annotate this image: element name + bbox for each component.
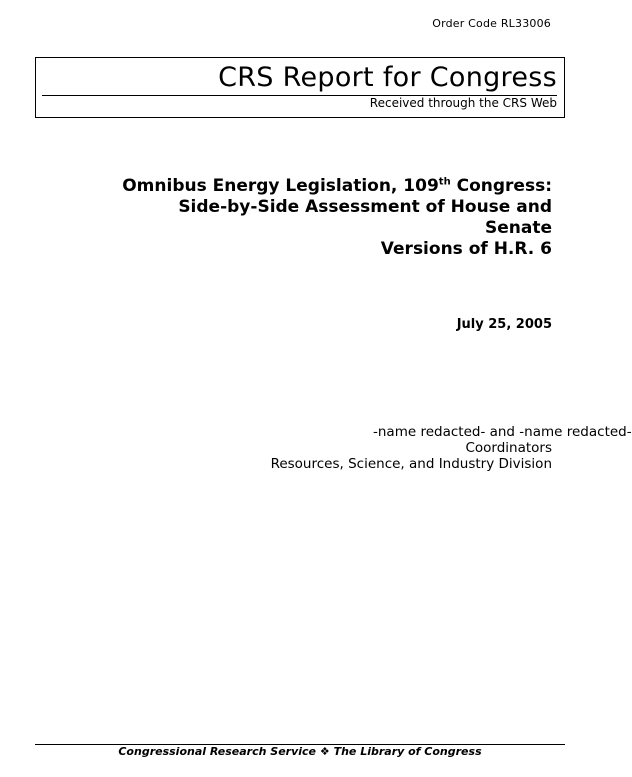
document-title xyxy=(112,176,552,260)
document-title-line2: Side-by-Side Assessment of House and Senate xyxy=(178,197,552,238)
footer-right: The Library of Congress xyxy=(333,745,482,758)
order-code: Order Code RL33006 xyxy=(432,17,551,30)
footer-left: Congressional Research Service xyxy=(118,745,317,758)
report-header-box xyxy=(35,57,565,118)
division: Resources, Science, and Industry Division xyxy=(270,456,552,472)
author-role: Coordinators xyxy=(465,440,552,456)
diamond-separator-icon: ❖ xyxy=(319,745,330,758)
title-part1: Omnibus Energy Legislation, 109 xyxy=(122,176,439,196)
authors: -name redacted- and -name redacted- xyxy=(373,424,632,440)
title-part2: Congress: xyxy=(450,176,552,196)
document-title-line1 xyxy=(112,176,552,197)
footer xyxy=(0,745,600,758)
document-date: July 25, 2005 xyxy=(456,317,552,332)
report-title: CRS Report for Congress xyxy=(218,62,557,93)
report-subtitle: Received through the CRS Web xyxy=(369,96,557,110)
title-superscript: th xyxy=(438,176,451,188)
document-title-line3: Versions of H.R. 6 xyxy=(380,239,552,259)
